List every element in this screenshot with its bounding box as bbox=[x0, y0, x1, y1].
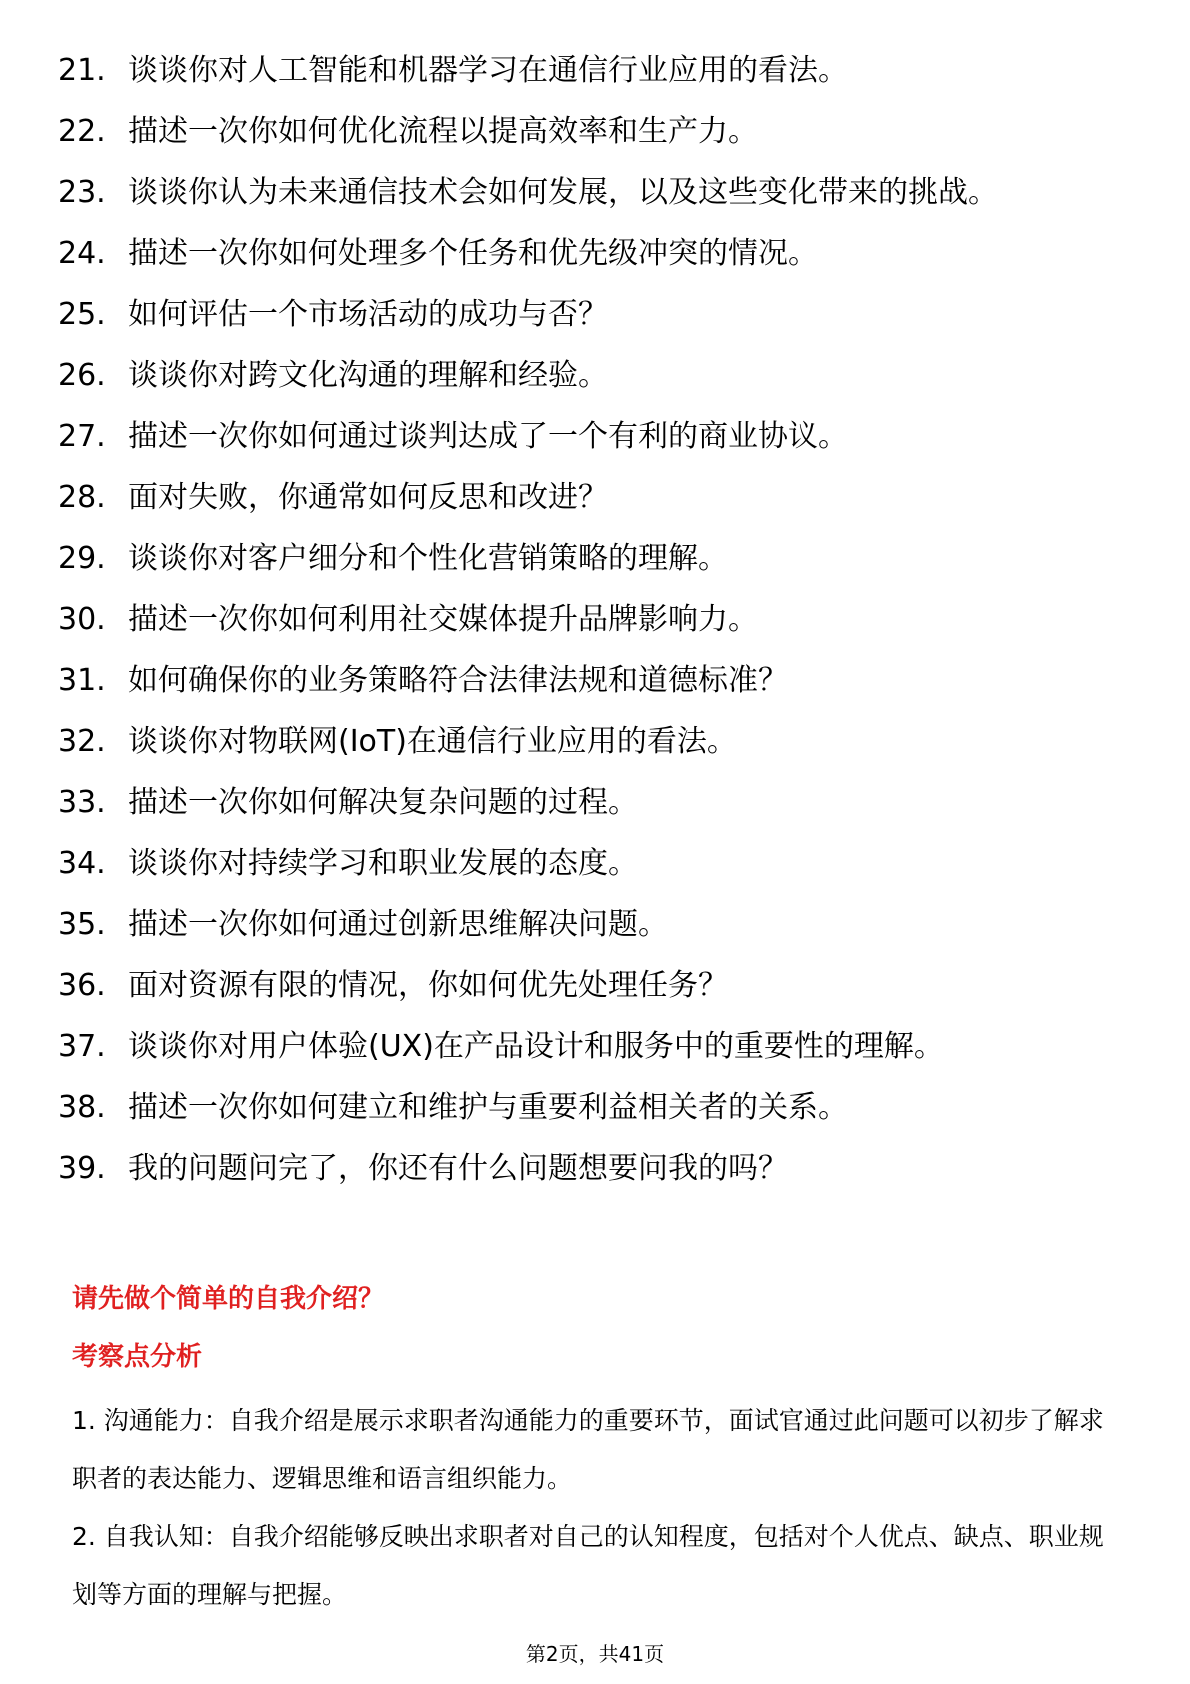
page-number: 第2页，共41页 bbox=[525, 1642, 665, 1666]
question-number: 25. bbox=[58, 297, 106, 332]
question-text: 谈谈你对持续学习和职业发展的态度。 bbox=[128, 846, 638, 881]
question-text: 描述一次你如何建立和维护与重要利益相关者的关系。 bbox=[128, 1090, 848, 1125]
question-number: 34. bbox=[58, 846, 106, 881]
question-number: 28. bbox=[58, 480, 106, 515]
question-number: 37. bbox=[58, 1029, 106, 1064]
question-text: 谈谈你对用户体验(UX)在产品设计和服务中的重要性的理解。 bbox=[128, 1029, 944, 1064]
question-text: 描述一次你如何利用社交媒体提升品牌影响力。 bbox=[128, 602, 758, 637]
question-text: 我的问题问完了，你还有什么问题想要问我的吗？ bbox=[128, 1151, 788, 1186]
question-number: 32. bbox=[58, 724, 106, 759]
question-text: 如何评估一个市场活动的成功与否？ bbox=[128, 297, 608, 332]
analysis-point: 2. 自我认知：自我介绍能够反映出求职者对自己的认知程度，包括对个人优点、缺点、职业规划等方面的理解与把握。 bbox=[72, 1522, 1104, 1609]
question-item bbox=[58, 296, 1118, 333]
question-item bbox=[58, 52, 1118, 89]
question-item bbox=[58, 357, 1118, 394]
question-item bbox=[58, 113, 1118, 150]
question-number: 30. bbox=[58, 602, 106, 637]
question-number: 39. bbox=[58, 1151, 106, 1186]
analysis-heading: 考察点分析 bbox=[72, 1342, 203, 1372]
question-number: 24. bbox=[58, 236, 106, 271]
question-text: 谈谈你认为未来通信技术会如何发展，以及这些变化带来的挑战。 bbox=[128, 175, 998, 210]
question-item bbox=[58, 723, 1118, 760]
question-number: 23. bbox=[58, 175, 106, 210]
question-number: 36. bbox=[58, 968, 106, 1003]
question-item bbox=[58, 845, 1118, 882]
question-item bbox=[58, 967, 1118, 1004]
question-number: 33. bbox=[58, 785, 106, 820]
question-text: 描述一次你如何通过创新思维解决问题。 bbox=[128, 907, 668, 942]
question-item bbox=[58, 174, 1118, 211]
question-text: 谈谈你对客户细分和个性化营销策略的理解。 bbox=[128, 541, 728, 576]
question-item bbox=[58, 418, 1118, 455]
question-number: 22. bbox=[58, 114, 106, 149]
question-number: 35. bbox=[58, 907, 106, 942]
analysis-point: 1. 沟通能力：自我介绍是展示求职者沟通能力的重要环节，面试官通过此问题可以初步了解求职者的表达能力、逻辑思维和语言组织能力。 bbox=[72, 1406, 1104, 1493]
question-item bbox=[58, 1028, 1118, 1065]
question-text: 描述一次你如何通过谈判达成了一个有利的商业协议。 bbox=[128, 419, 848, 454]
question-item bbox=[58, 906, 1118, 943]
question-text: 谈谈你对人工智能和机器学习在通信行业应用的看法。 bbox=[128, 53, 848, 88]
question-item bbox=[58, 479, 1118, 516]
question-text: 谈谈你对物联网(IoT)在通信行业应用的看法。 bbox=[128, 724, 737, 759]
question-item bbox=[58, 1150, 1118, 1187]
question-number: 38. bbox=[58, 1090, 106, 1125]
question-number: 29. bbox=[58, 541, 106, 576]
question-item bbox=[58, 235, 1118, 272]
question-number: 27. bbox=[58, 419, 106, 454]
question-text: 描述一次你如何解决复杂问题的过程。 bbox=[128, 785, 638, 820]
question-item bbox=[58, 662, 1118, 699]
question-heading: 请先做个简单的自我介绍？ bbox=[72, 1284, 385, 1314]
question-list bbox=[58, 52, 1118, 1211]
question-text: 面对失败，你通常如何反思和改进？ bbox=[128, 480, 608, 515]
question-number: 26. bbox=[58, 358, 106, 393]
question-text: 谈谈你对跨文化沟通的理解和经验。 bbox=[128, 358, 608, 393]
question-item bbox=[58, 601, 1118, 638]
question-item bbox=[58, 540, 1118, 577]
question-text: 描述一次你如何优化流程以提高效率和生产力。 bbox=[128, 114, 758, 149]
question-text: 描述一次你如何处理多个任务和优先级冲突的情况。 bbox=[128, 236, 818, 271]
question-number: 31. bbox=[58, 663, 106, 698]
question-number: 21. bbox=[58, 53, 106, 88]
question-text: 如何确保你的业务策略符合法律法规和道德标准？ bbox=[128, 663, 788, 698]
question-item bbox=[58, 1089, 1118, 1126]
question-text: 面对资源有限的情况，你如何优先处理任务？ bbox=[128, 968, 728, 1003]
analysis-body bbox=[72, 1392, 1122, 1624]
question-item bbox=[58, 784, 1118, 821]
